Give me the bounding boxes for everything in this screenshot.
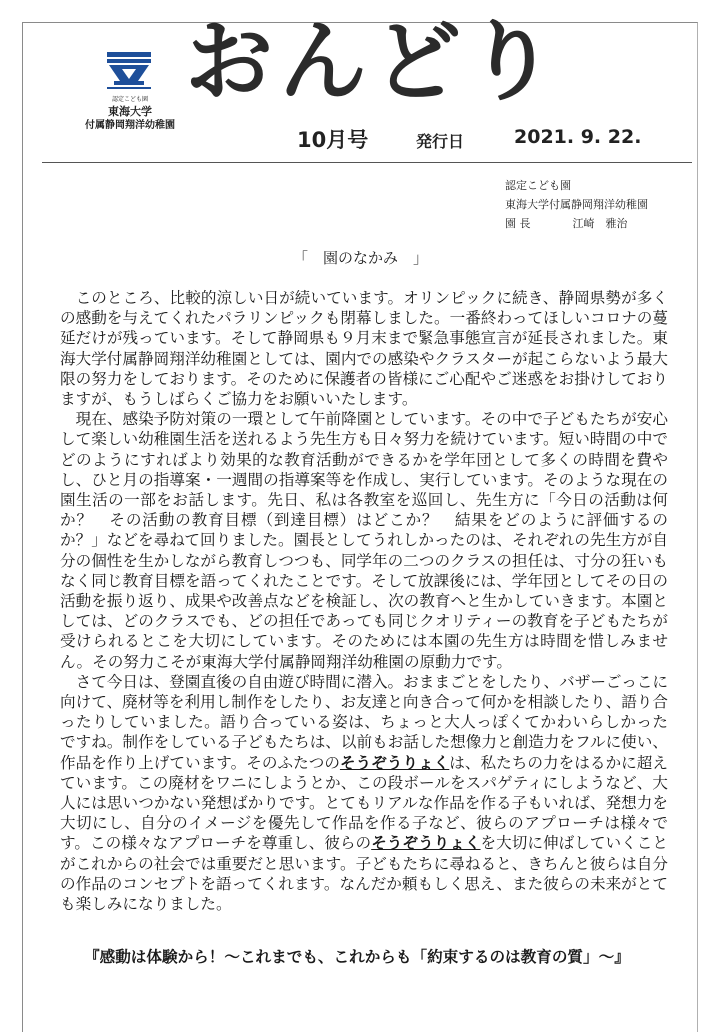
closing-slogan: 『感動は体験から！～これまでも、これからも「約束するのは教育の質」～』 xyxy=(84,947,630,966)
principal-line xyxy=(505,218,628,229)
emphasis-text: そうぞうりょく xyxy=(339,752,450,772)
school-type-label: 認定こども園 xyxy=(111,96,148,103)
header-divider xyxy=(42,162,692,163)
article-body xyxy=(60,288,668,914)
school-logo-icon xyxy=(104,50,154,90)
publish-date-label: 発行日 xyxy=(416,132,465,151)
principal-name: 江崎 雅治 xyxy=(572,217,628,230)
section-title: 「 園のなかみ 」 xyxy=(293,249,429,267)
org-type: 認定こども園 xyxy=(505,179,571,192)
newsletter-title: おんどり xyxy=(185,10,562,113)
body-paragraph xyxy=(60,672,668,914)
body-paragraph xyxy=(60,409,668,672)
paragraph-text: を大切に伸ばしていくことがこれからの社会では重要だと思います。子どもたちに尋ねると、きちんと彼らは自分の作品のコンセプトを語ってくれます。なんだか頼もしく思え、また彼らの未来がとても楽しみになりました。 xyxy=(60,834,668,914)
body-paragraph xyxy=(60,288,668,409)
school-name-line2: 付属静岡翔洋幼稚園 xyxy=(85,120,175,131)
school-name-line1: 東海大学 xyxy=(108,105,152,118)
paragraph-text: は、私たちの力をはるかに超えています。この廃材をワニにしようとか、この段ボールをスパゲティにしようなど、大人には思いつかない発想ばかりです。とてもリアルな作品を作る子もいれば、発想力を大切にし、自分のイメージを優先して作品を作る子など、彼らのアプローチは様々です。この様々なアプローチを尊重し、彼らの xyxy=(60,753,668,853)
issue-label: 10月号 xyxy=(297,128,369,152)
principal-role: 園 長 xyxy=(505,217,531,230)
paragraph-text: さて今日は、登園直後の自由遊び時間に潜入。おままごとをしたり、バザーごっこに向けて、廃材等を利用し制作をしたり、お友達と向き合って何かを相談したり、語り合ったりしていました。語り合っている姿は、ちょっと大人っぽくてかわいらしかったですね。制作をしている子どもたちは、以前もお話した想像力と創造力をフルに使い、作品を作り上げています。そのふたつの xyxy=(60,672,668,772)
publish-date: 2021. 9. 22. xyxy=(514,126,642,148)
emphasis-text: そうぞうりょく xyxy=(371,833,481,853)
paragraph-text: このところ、比較的涼しい日が続いています。オリンピックに続き、静岡県勢が多くの感動を与えてくれたパラリンピックも閉幕しました。一番終わってほしいコロナの蔓延だけが残っています。そして静岡県も９月末まで緊急事態宣言が延長されました。東海大学付属静岡翔洋幼稚園としては、園内での感染やクラスターが起こらないよう最大限の努力をしております。そのために保護者の皆様にご心配やご迷惑をお掛けしておりますが、もうしばらくご協力をお願いいたします。 xyxy=(60,289,668,409)
org-name: 東海大学付属静岡翔洋幼稚園 xyxy=(505,198,648,211)
paragraph-text: 現在、感染予防対策の一環として午前降園としています。その中で子どもたちが安心して楽しい幼稚園生活を送れるよう先生方も日々努力を続けています。短い時間の中でどのようにすればより効果的な教育活動ができるかを学年団として多くの時間を費やし、ひと月の指導案・一週間の指導案等を作成し、実行しています。そのような現在の園生活の一部をお話します。先日、私は各教室を巡回し、先生方に「今日の活動は何か？ その活動の教育目標（到達目標）はどこか？ 結果をどのように評価するのか？」などを尋ねて回りました。園長としてうれしかったのは、それぞれの先生方が自分の個性を生かしながら教育しつつも、同学年の二つのクラスの担任は、寸分の狂いもなく同じ教育目標を語ってくれたことです。そして放課後には、学年団としてその日の活動を振り返り、成果や改善点などを検証し、次の教育へと生かしていきます。本園としては、どのクラスでも、どの担任であっても同じクオリティーの教育を子どもたちが受けられるとこを大切にしています。そのためには本園の先生方は時間を惜しみません。その努力こそが東海大学付属静岡翔洋幼稚園の原動力です。 xyxy=(60,410,668,671)
